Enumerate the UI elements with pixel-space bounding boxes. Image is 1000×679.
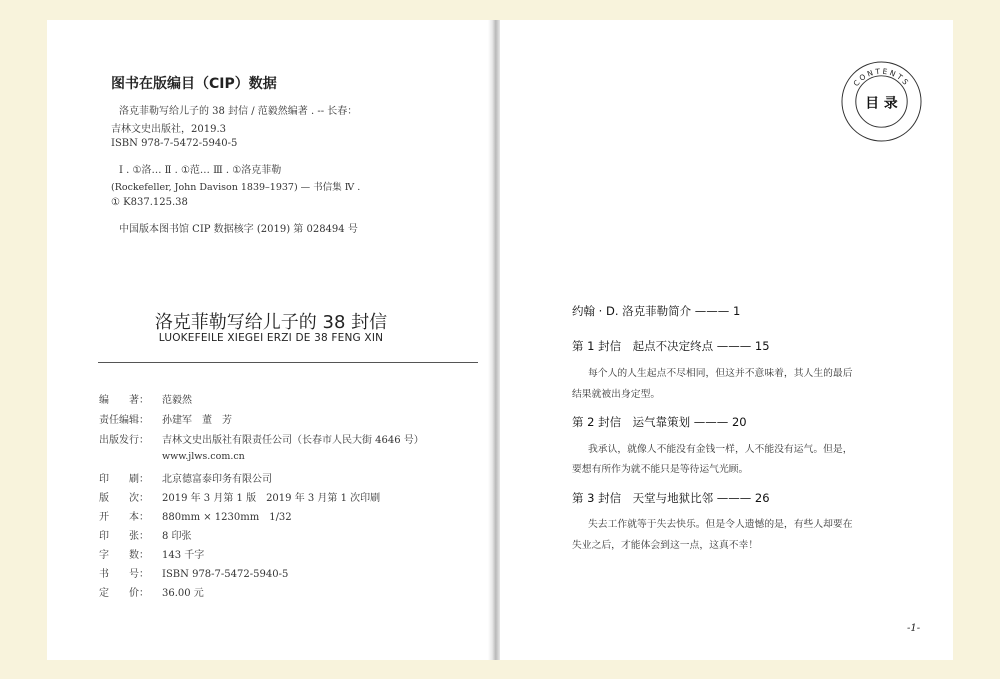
toc-description: 每个人的人生起点不尽相同，但这并不意味着，其人生的最后 [588,368,853,379]
contents-seal [840,60,923,143]
info-row [99,565,288,580]
cip-line: Ⅰ . ①洛… Ⅱ . ①范… Ⅲ . ①洛克菲勒 [119,165,282,176]
info-label: 编 著： [99,395,149,406]
info-row [99,489,380,504]
info-value: 8 印张 [162,531,192,542]
toc-entry: 第 2 封信 运气靠策划 ——— 20 [572,415,747,429]
cip-line: 中国版本图书馆 CIP 数据核字 (2019) 第 028494 号 [119,224,358,235]
info-value: 880mm × 1230mm 1/32 [162,512,292,523]
contents-page [500,20,953,660]
website-url: www.jlws.com.cn [162,451,245,462]
info-value: 2019 年 3 月第 1 版 2019 年 3 月第 1 次印刷 [162,493,381,504]
info-label: 印 刷： [99,474,149,485]
book-title-pinyin: LUOKEFEILE XIEGEI ERZI DE 38 FENG XIN [158,332,384,344]
cip-line: (Rockefeller, John Davison 1839–1937) — 书信集 Ⅳ . [111,182,361,193]
divider [98,362,478,363]
info-value: 36.00 元 [162,588,204,599]
info-value: 143 千字 [162,550,205,561]
copyright-page [47,20,495,660]
info-row [99,391,192,406]
info-row [99,584,204,599]
cip-title: 图书在版编目（CIP）数据 [111,76,277,92]
info-value: 范毅然 [162,395,192,406]
toc-description: 失去工作就等于失去快乐。但是令人遗憾的是，有些人却要在 [588,519,853,530]
info-row [99,411,232,426]
info-row [99,527,192,542]
seal-title: 目 录 [865,95,898,112]
toc-description: 我承认，就像人不能没有金钱一样，人不能没有运气。但是， [588,444,853,455]
page-number: -1- [907,623,921,634]
info-label: 定 价： [99,588,149,599]
info-value: 孙建军 董 芳 [162,415,232,426]
info-value: 北京德富泰印务有限公司 [162,474,272,485]
info-label: 字 数： [99,550,149,561]
seal-arc-text: CONTENTS [851,66,912,89]
info-label: 印 张： [99,531,149,542]
info-label: 出版发行： [99,435,149,446]
toc-entry: 第 1 封信 起点不决定终点 ——— 15 [572,339,770,353]
toc-entry: 约翰 · D. 洛克菲勒简介 ——— 1 [572,304,741,318]
cip-line: 洛克菲勒写给儿子的 38 封信 / 范毅然编著 . -- 长春： [119,106,358,117]
toc-description: 结果就被出身定型。 [572,389,661,400]
info-label: 书 号： [99,569,149,580]
info-label: 责任编辑： [99,415,149,426]
info-row [99,431,424,446]
info-row [99,546,204,561]
toc-description: 失业之后，才能体会到这一点，这真不幸！ [572,540,759,551]
info-value: 吉林文史出版社有限责任公司（长春市人民大街 4646 号） [162,435,424,446]
toc-description: 要想有所作为就不能只是等待运气光顾。 [572,464,749,475]
info-row [99,508,292,523]
svg-text:CONTENTS [851,67,911,88]
cip-line: ISBN 978-7-5472-5940-5 [111,138,238,149]
info-row [99,470,272,485]
toc-entry: 第 3 封信 天堂与地狱比邻 ——— 26 [572,491,770,505]
info-value: ISBN 978-7-5472-5940-5 [162,569,289,580]
info-label: 开 本： [99,512,149,523]
book-title: 洛克菲勒写给儿子的 38 封信 [154,312,388,333]
info-label: 版 次： [99,493,149,504]
cip-line: 吉林文史出版社，2019.3 [111,124,226,135]
cip-line: ① K837.125.38 [111,197,188,208]
